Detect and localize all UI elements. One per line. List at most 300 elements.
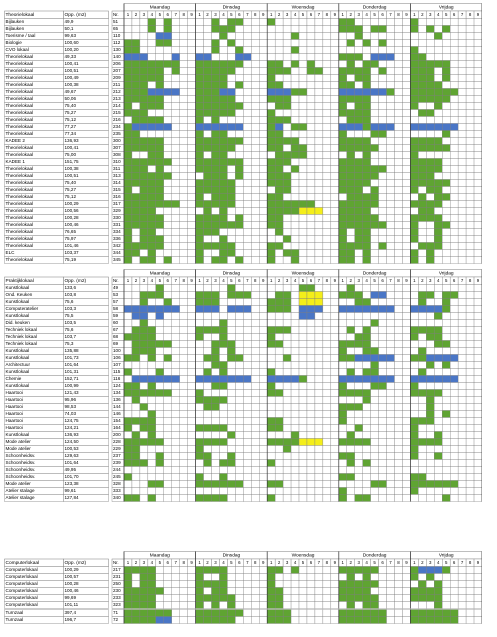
slot-free <box>283 61 291 68</box>
slot-free <box>379 362 387 369</box>
column-header-opp: Opp. (m2) <box>64 13 87 19</box>
slot-occupied <box>355 229 363 236</box>
slot-free <box>450 313 458 320</box>
slot-occupied <box>227 341 235 348</box>
slot-occupied <box>426 243 434 250</box>
slot-occupied <box>267 215 275 222</box>
slot-occupied <box>124 68 132 75</box>
slot-free <box>148 166 156 173</box>
slot-blue <box>355 124 363 131</box>
slot-occupied <box>307 61 315 68</box>
slot-free <box>458 495 466 502</box>
room-area: 99,61 <box>64 488 76 494</box>
slot-free <box>371 250 379 257</box>
room-area: 49,95 <box>64 467 76 473</box>
period-header: 3 <box>429 11 432 17</box>
slot-free <box>323 411 331 418</box>
slot-free <box>283 54 291 61</box>
period-header: 5 <box>158 11 162 17</box>
slot-free <box>291 159 299 166</box>
slot-occupied <box>283 306 291 313</box>
slot-occupied <box>212 152 220 159</box>
slot-free <box>243 257 251 264</box>
slot-free <box>156 320 164 327</box>
slot-free <box>291 369 299 376</box>
slot-free <box>291 54 299 61</box>
period-header: 8 <box>468 559 472 565</box>
slot-free <box>243 145 251 152</box>
slot-free <box>450 257 458 264</box>
slot-free <box>402 124 410 131</box>
slot-free <box>267 33 275 40</box>
slot-occupied <box>148 229 156 236</box>
slot-free <box>450 383 458 390</box>
slot-free <box>418 320 426 327</box>
slot-blue <box>426 306 434 313</box>
room-name: Theorielokaal <box>5 208 34 214</box>
slot-occupied <box>219 201 227 208</box>
slot-occupied <box>204 397 212 404</box>
slot-free <box>235 68 243 75</box>
slot-free <box>164 488 172 495</box>
slot-free <box>474 89 482 96</box>
slot-occupied <box>148 152 156 159</box>
slot-occupied <box>124 355 132 362</box>
slot-occupied <box>363 110 371 117</box>
slot-free <box>212 313 220 320</box>
slot-free <box>323 460 331 467</box>
room-name: Theorielokaal <box>5 201 34 207</box>
slot-free <box>315 54 323 61</box>
slot-occupied <box>227 138 235 145</box>
slot-free <box>458 404 466 411</box>
slot-occupied <box>347 222 355 229</box>
slot-occupied <box>291 201 299 208</box>
period-header: 3 <box>357 277 360 283</box>
turn-grid <box>4 609 482 624</box>
slot-occupied <box>196 222 204 229</box>
slot-occupied <box>140 166 148 173</box>
slot-occupied <box>156 180 164 187</box>
slot-blue <box>219 89 227 96</box>
room-name: Theorielokaal <box>5 96 34 102</box>
slot-free <box>235 574 243 581</box>
room-name: Schoonheidsv. <box>5 460 36 466</box>
slot-free <box>418 495 426 502</box>
slot-free <box>434 117 442 124</box>
slot-free <box>259 152 267 159</box>
slot-free <box>466 47 474 54</box>
slot-free <box>180 208 188 215</box>
slot-free <box>466 467 474 474</box>
slot-free <box>426 33 434 40</box>
slot-free <box>172 40 180 47</box>
slot-free <box>140 152 148 159</box>
slot-blue <box>267 89 275 96</box>
slot-occupied <box>371 481 379 488</box>
slot-free <box>387 173 395 180</box>
slot-free <box>474 194 482 201</box>
slot-free <box>243 383 251 390</box>
slot-free <box>450 110 458 117</box>
slot-free <box>243 567 251 574</box>
slot-free <box>323 68 331 75</box>
slot-occupied <box>227 250 235 257</box>
slot-free <box>156 257 164 264</box>
slot-occupied <box>339 595 347 602</box>
slot-free <box>458 145 466 152</box>
slot-occupied <box>204 453 212 460</box>
slot-free <box>148 488 156 495</box>
slot-free <box>466 89 474 96</box>
room-number: 228 <box>113 439 121 445</box>
slot-free <box>323 348 331 355</box>
slot-free <box>196 460 204 467</box>
slot-occupied <box>204 581 212 588</box>
slot-free <box>307 26 315 33</box>
slot-free <box>251 355 259 362</box>
period-header: 2 <box>134 11 138 17</box>
slot-free <box>180 152 188 159</box>
slot-free <box>235 75 243 82</box>
slot-occupied <box>148 222 156 229</box>
slot-occupied <box>212 567 220 574</box>
slot-free <box>458 467 466 474</box>
slot-occupied <box>283 68 291 75</box>
slot-occupied <box>204 166 212 173</box>
slot-free <box>180 595 188 602</box>
period-header: 4 <box>437 277 440 283</box>
slot-occupied <box>363 124 371 131</box>
slot-occupied <box>196 229 204 236</box>
slot-occupied <box>426 397 434 404</box>
slot-free <box>164 362 172 369</box>
slot-free <box>323 285 331 292</box>
slot-occupied <box>355 495 363 502</box>
slot-occupied <box>212 595 220 602</box>
slot-free <box>307 180 315 187</box>
slot-occupied <box>275 390 283 397</box>
slot-occupied <box>410 82 418 89</box>
slot-free <box>387 250 395 257</box>
slot-free <box>331 425 339 432</box>
slot-free <box>402 299 410 306</box>
slot-occupied <box>339 411 347 418</box>
slot-free <box>402 460 410 467</box>
slot-blue <box>426 124 434 131</box>
slot-free <box>402 432 410 439</box>
slot-occupied <box>410 47 418 54</box>
slot-free <box>387 201 395 208</box>
slot-free <box>251 567 259 574</box>
slot-free <box>243 411 251 418</box>
slot-blue <box>243 306 251 313</box>
room-name: Kunstlokaal <box>5 369 30 375</box>
slot-occupied <box>434 610 442 617</box>
slot-free <box>466 355 474 362</box>
slot-free <box>379 488 387 495</box>
slot-free <box>251 481 259 488</box>
slot-free <box>466 588 474 595</box>
slot-free <box>140 481 148 488</box>
slot-free <box>251 215 259 222</box>
slot-occupied <box>267 425 275 432</box>
slot-occupied <box>124 173 132 180</box>
slot-free <box>323 446 331 453</box>
slot-occupied <box>156 103 164 110</box>
slot-occupied <box>418 75 426 82</box>
slot-yellow <box>315 208 323 215</box>
slot-occupied <box>410 180 418 187</box>
slot-free <box>387 243 395 250</box>
room-area: 101,11 <box>64 602 79 608</box>
slot-occupied <box>363 397 371 404</box>
slot-free <box>164 460 172 467</box>
slot-occupied <box>363 617 371 624</box>
slot-free <box>204 131 212 138</box>
room-number: 211 <box>113 82 121 88</box>
slot-free <box>315 243 323 250</box>
day-header: Donderdag <box>362 271 387 277</box>
slot-occupied <box>148 208 156 215</box>
slot-occupied <box>283 201 291 208</box>
slot-occupied <box>339 68 347 75</box>
slot-free <box>204 117 212 124</box>
slot-free <box>466 327 474 334</box>
slot-free <box>180 474 188 481</box>
slot-free <box>204 285 212 292</box>
slot-free <box>458 187 466 194</box>
slot-free <box>227 131 235 138</box>
slot-free <box>227 229 235 236</box>
slot-free <box>243 481 251 488</box>
slot-free <box>339 33 347 40</box>
slot-free <box>402 26 410 33</box>
slot-free <box>442 110 450 117</box>
slot-free <box>323 61 331 68</box>
slot-free <box>259 54 267 61</box>
slot-occupied <box>434 222 442 229</box>
slot-free <box>315 173 323 180</box>
slot-free <box>339 460 347 467</box>
room-area: 77,34 <box>64 131 76 137</box>
slot-free <box>347 397 355 404</box>
slot-free <box>323 222 331 229</box>
slot-occupied <box>410 418 418 425</box>
slot-free <box>275 467 283 474</box>
slot-free <box>402 173 410 180</box>
slot-occupied <box>267 306 275 313</box>
period-header: 4 <box>437 559 440 565</box>
slot-occupied <box>410 229 418 236</box>
slot-free <box>307 355 315 362</box>
slot-free <box>212 369 220 376</box>
slot-free <box>394 145 402 152</box>
slot-free <box>379 581 387 588</box>
slot-free <box>442 467 450 474</box>
slot-occupied <box>212 75 220 82</box>
period-header: 9 <box>405 11 408 17</box>
slot-free <box>331 117 339 124</box>
slot-occupied <box>410 26 418 33</box>
slot-free <box>291 617 299 624</box>
slot-occupied <box>363 299 371 306</box>
slot-free <box>219 355 227 362</box>
slot-occupied <box>355 180 363 187</box>
slot-occupied <box>164 610 172 617</box>
slot-free <box>188 229 196 236</box>
slot-free <box>402 320 410 327</box>
room-area: 100,28 <box>64 581 79 587</box>
slot-occupied <box>148 138 156 145</box>
slot-free <box>315 320 323 327</box>
slot-occupied <box>347 187 355 194</box>
slot-free <box>180 103 188 110</box>
slot-occupied <box>124 187 132 194</box>
slot-free <box>394 460 402 467</box>
slot-free <box>164 54 172 61</box>
slot-occupied <box>355 222 363 229</box>
slot-free <box>132 257 140 264</box>
slot-blue <box>363 376 371 383</box>
slot-occupied <box>156 194 164 201</box>
slot-free <box>307 474 315 481</box>
slot-free <box>426 348 434 355</box>
slot-free <box>394 194 402 201</box>
slot-free <box>148 320 156 327</box>
slot-occupied <box>410 425 418 432</box>
slot-free <box>323 617 331 624</box>
slot-occupied <box>347 432 355 439</box>
slot-free <box>347 103 355 110</box>
slot-occupied <box>379 617 387 624</box>
slot-free <box>227 320 235 327</box>
slot-free <box>466 362 474 369</box>
slot-blue <box>434 306 442 313</box>
slot-occupied <box>140 610 148 617</box>
room-name: Haartooi <box>5 411 23 417</box>
slot-free <box>299 341 307 348</box>
slot-free <box>450 40 458 47</box>
slot-free <box>394 495 402 502</box>
slot-free <box>235 474 243 481</box>
slot-free <box>450 334 458 341</box>
period-header: 1 <box>269 559 273 565</box>
slot-free <box>307 581 315 588</box>
slot-free <box>331 327 339 334</box>
slot-free <box>323 138 331 145</box>
room-number: 134 <box>113 390 121 396</box>
slot-free <box>307 334 315 341</box>
slot-free <box>140 453 148 460</box>
slot-free <box>323 334 331 341</box>
slot-free <box>410 208 418 215</box>
slot-occupied <box>124 334 132 341</box>
slot-free <box>180 383 188 390</box>
slot-occupied <box>212 96 220 103</box>
slot-occupied <box>410 334 418 341</box>
slot-free <box>291 362 299 369</box>
period-header: 9 <box>476 11 480 17</box>
slot-free <box>379 19 387 26</box>
slot-occupied <box>156 159 164 166</box>
slot-free <box>188 581 196 588</box>
slot-occupied <box>418 418 426 425</box>
slot-free <box>172 595 180 602</box>
slot-free <box>243 574 251 581</box>
slot-occupied <box>196 131 204 138</box>
slot-occupied <box>450 481 458 488</box>
slot-occupied <box>355 425 363 432</box>
slot-occupied <box>219 166 227 173</box>
slot-occupied <box>363 222 371 229</box>
slot-occupied <box>283 446 291 453</box>
slot-free <box>355 250 363 257</box>
slot-free <box>387 138 395 145</box>
slot-free <box>243 453 251 460</box>
slot-free <box>164 567 172 574</box>
slot-occupied <box>371 567 379 574</box>
slot-free <box>474 208 482 215</box>
slot-free <box>458 376 466 383</box>
slot-occupied <box>442 362 450 369</box>
slot-occupied <box>339 145 347 152</box>
prakt-grid <box>4 269 482 502</box>
slot-occupied <box>355 243 363 250</box>
period-header: 6 <box>166 559 169 565</box>
slot-free <box>410 320 418 327</box>
slot-free <box>323 89 331 96</box>
slot-occupied <box>148 610 156 617</box>
slot-free <box>458 19 466 26</box>
room-number: 313 <box>113 173 121 179</box>
slot-free <box>315 131 323 138</box>
slot-free <box>474 166 482 173</box>
room-area: 101,64 <box>64 362 79 368</box>
slot-free <box>355 418 363 425</box>
slot-free <box>474 61 482 68</box>
period-header: 3 <box>142 559 146 565</box>
slot-free <box>466 383 474 390</box>
slot-free <box>402 341 410 348</box>
slot-free <box>458 40 466 47</box>
slot-free <box>164 236 172 243</box>
slot-free <box>394 26 402 33</box>
slot-free <box>323 567 331 574</box>
slot-occupied <box>132 453 140 460</box>
period-header: 8 <box>325 559 329 565</box>
slot-free <box>251 460 259 467</box>
slot-free <box>394 439 402 446</box>
slot-free <box>188 467 196 474</box>
slot-free <box>251 110 259 117</box>
slot-free <box>379 236 387 243</box>
slot-free <box>474 313 482 320</box>
slot-occupied <box>148 117 156 124</box>
slot-occupied <box>363 194 371 201</box>
room-name: Haartooi <box>5 404 23 410</box>
slot-free <box>315 334 323 341</box>
slot-occupied <box>212 610 220 617</box>
slot-occupied <box>124 180 132 187</box>
period-header: 3 <box>429 559 432 565</box>
slot-blue <box>227 306 235 313</box>
slot-occupied <box>379 68 387 75</box>
slot-occupied <box>212 495 220 502</box>
slot-occupied <box>418 617 426 624</box>
slot-free <box>434 488 442 495</box>
slot-free <box>299 460 307 467</box>
